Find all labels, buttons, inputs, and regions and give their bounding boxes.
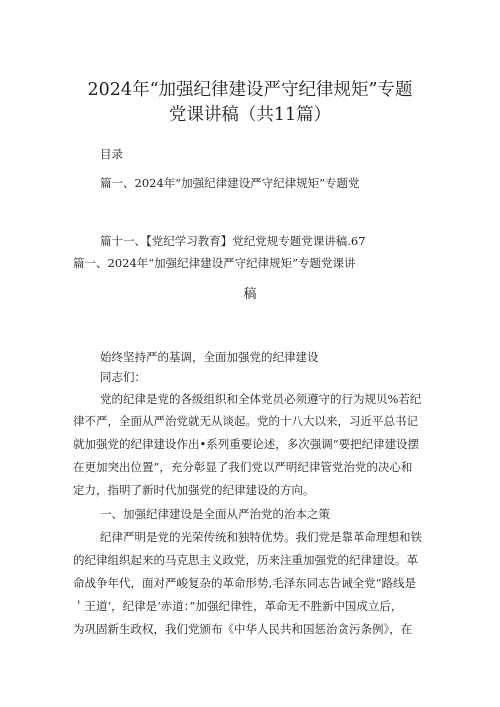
toc-label: 目录 [100,147,123,161]
paragraph-line: 就加强党的纪律建设作出•系列重要论述，多次强调“要把纪律建设摆 [73,437,420,451]
paragraph-line: 律不严，全面从严治党就无从谈起。党的十八大以来，习近平总书记 [73,414,418,428]
salutation: 同志们： [100,370,146,384]
document-title-line-2: 党课讲稿（共11篇） [168,105,332,125]
paragraph-line: 在更加突出位置”，充分彰显了我们党以严明纪律管党治党的决心和 [73,460,413,474]
toc-item-11: 篇十一、【党纪学习教育】党纪党规专题党课讲稿.67 [100,234,366,248]
paragraph-line: 党的纪律是党的各级组织和全体党员必须遵守的行为规贝%若纪 [100,392,422,406]
paragraph-line: 为巩固新生政权，我们党颁布《中华人民共和国惩治贪污条例》，在 [73,622,413,636]
toc-item-1: 篇一、2024年“加强纪律建设严守纪律规矩”专题党 [100,176,360,190]
document-title-line-1: 2024年“加强纪律建设严守纪律规矩”专题 [87,80,413,100]
paragraph-line: 命战争年代，面对严峻复杂的革命形势,毛泽东同志告诫全党“路线是 [73,576,417,590]
section-heading: 一、加强纪律建设是全面从严治党的治本之策 [100,507,330,521]
article-subtitle: 始终坚持严的基调，全面加强党的纪律建设 [100,350,319,364]
article-heading-line-1: 篇一、2024年“加强纪律建设严守纪律规矩”专题党课讲 [73,256,356,270]
paragraph-line: ＇王道‘，纪律是‘赤道：”加强纪律性，革命无不胜新中国成立后， [73,599,403,613]
paragraph-line: 纪律严明是党的光荣传统和独特优势。我们党是靠革命理想和铁 [100,530,422,544]
article-heading-line-2: 稿 [243,287,257,302]
paragraph-line: 的纪律组织起来的马克思主义政党，历来注重加强党的纪律建设。革 [73,553,418,567]
paragraph-line: 定力，指明了新时代加强党的纪律建设的方向。 [73,483,315,497]
